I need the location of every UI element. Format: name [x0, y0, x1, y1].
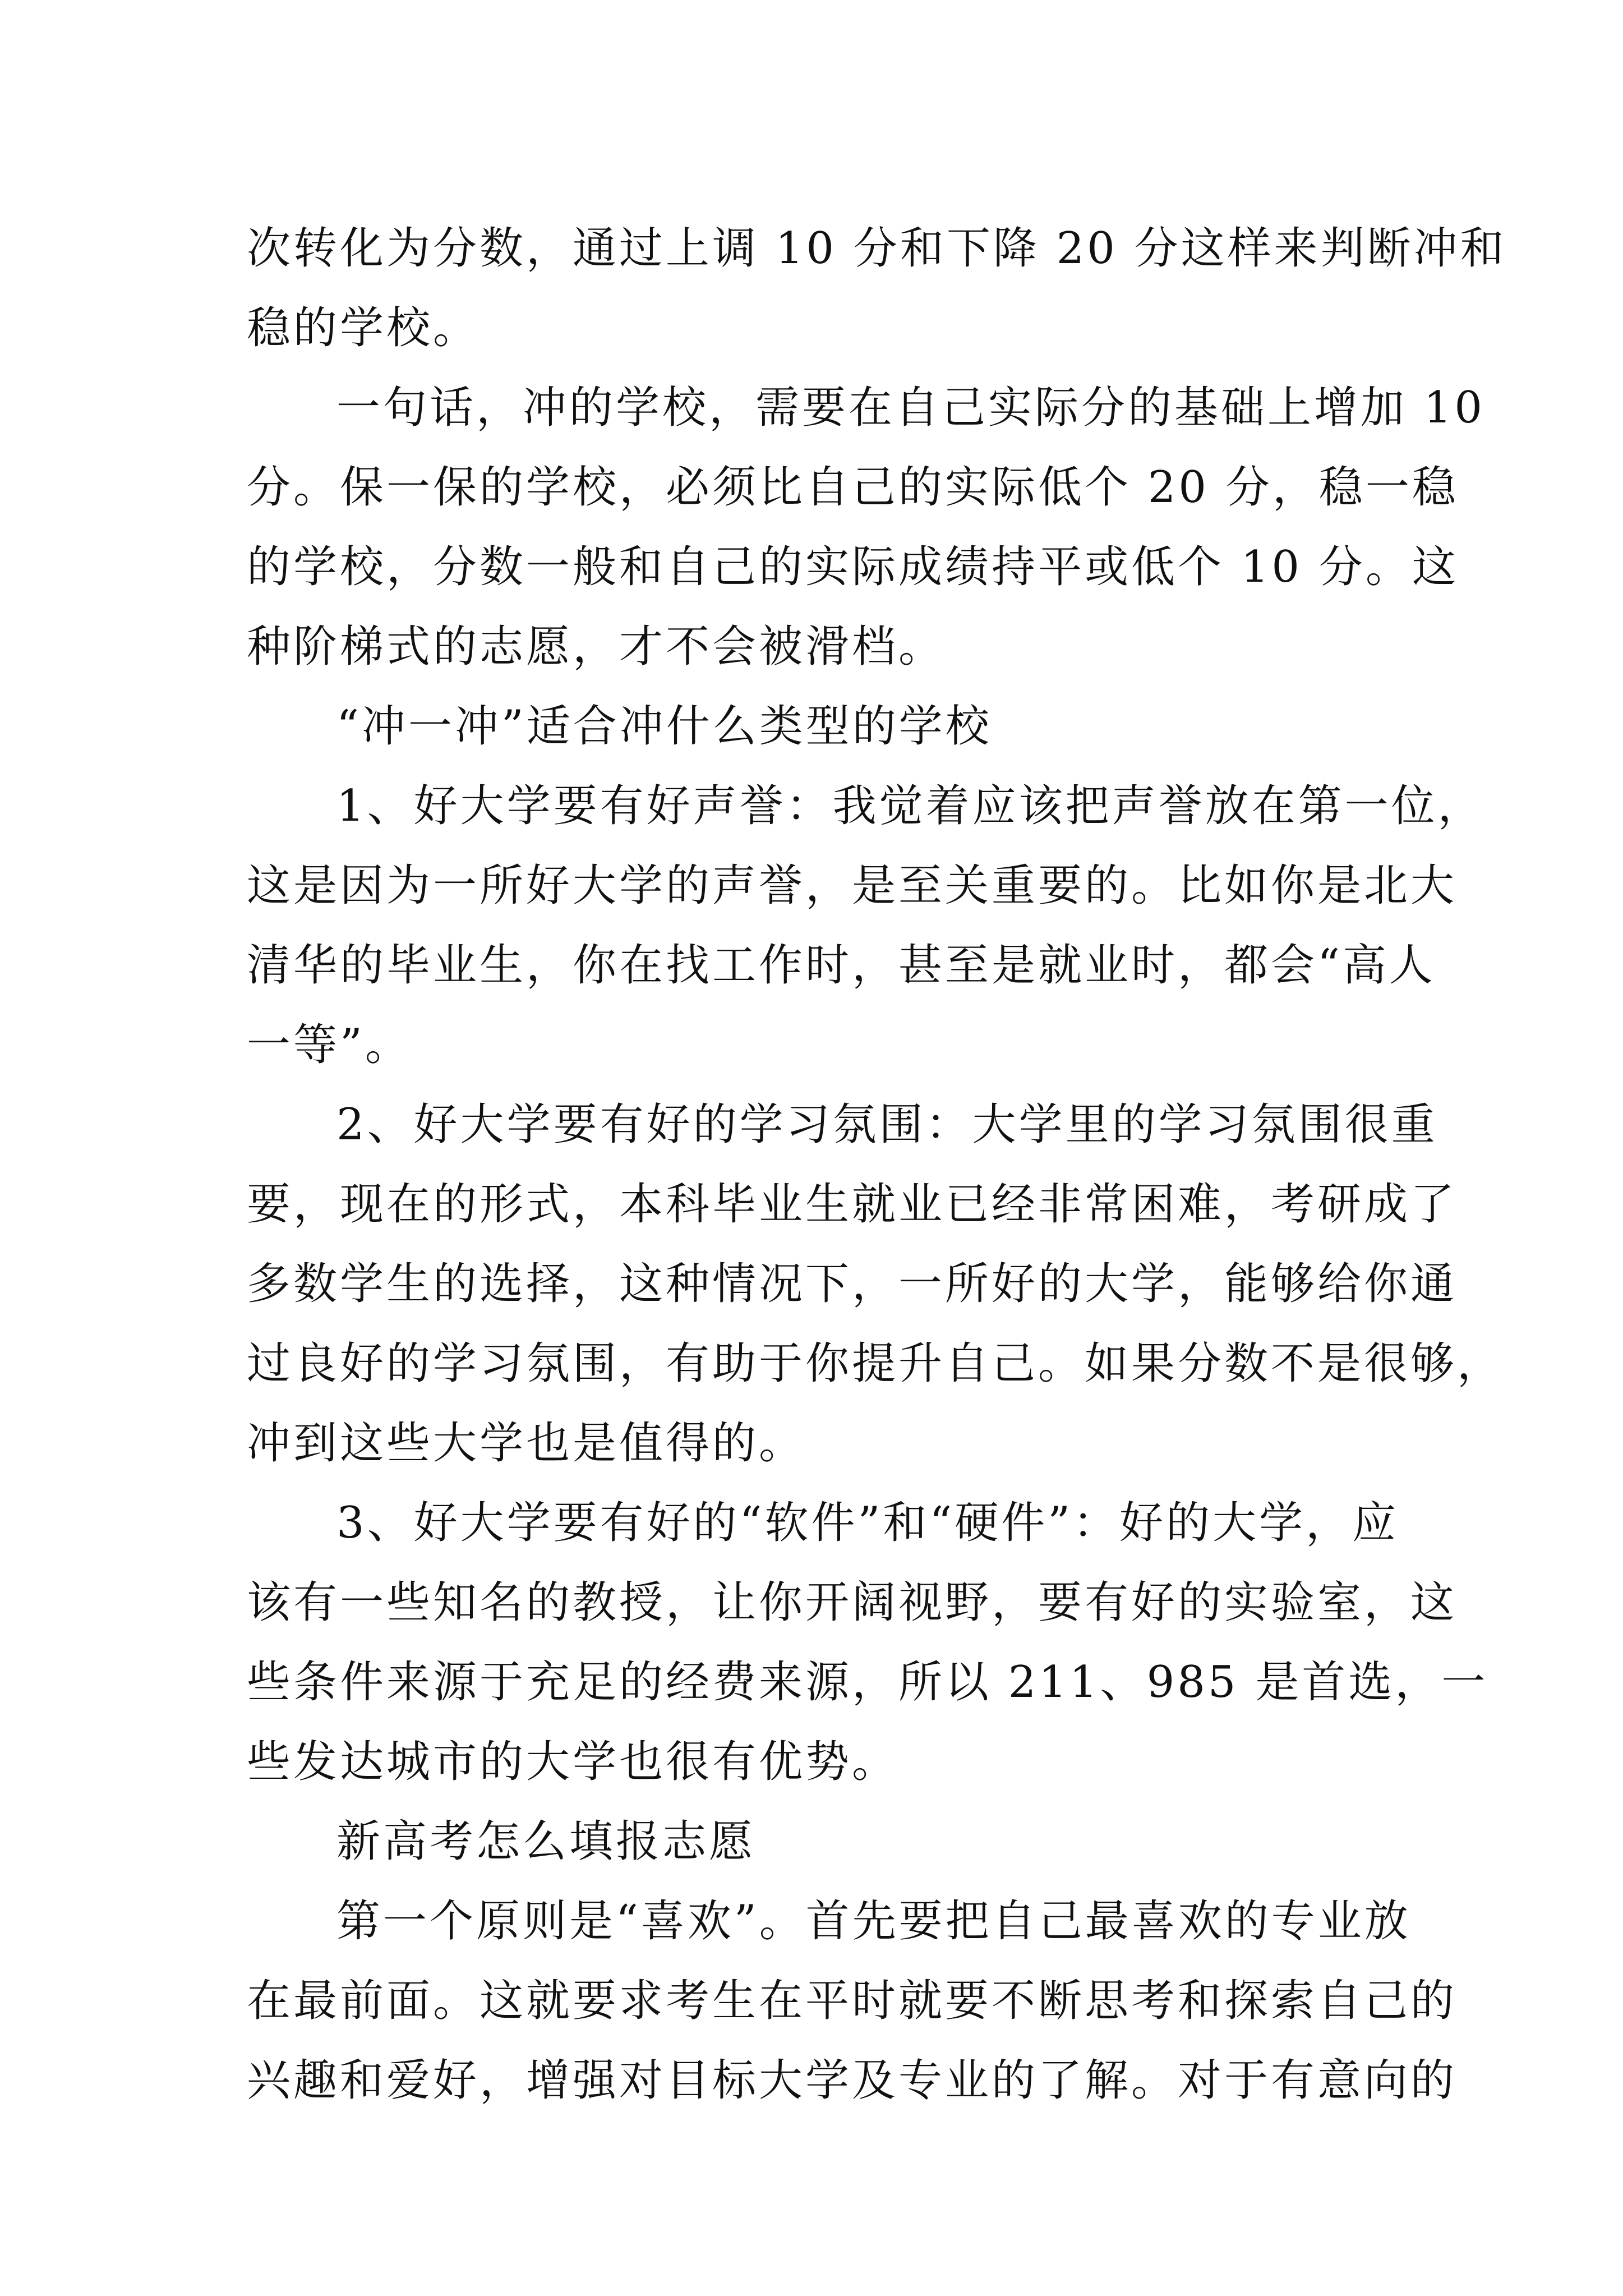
paragraph-start: 一句话，冲的学校，需要在自己实际分的基础上增加 10 [336, 383, 1486, 433]
text-line: 些发达城市的大学也很有优势。 [247, 1737, 899, 1787]
paragraph-start: 第一个原则是“喜欢”。首先要把自己最喜欢的专业放 [336, 1896, 1411, 1947]
text-line: 该有一些知名的教授，让你开阔视野，要有好的实验室，这 [247, 1577, 1458, 1628]
text-line: 多数学生的选择，这种情况下，一所好的大学，能够给你通 [247, 1259, 1458, 1309]
text-line: 要，现在的形式，本科毕业生就业已经非常困难，考研成了 [247, 1179, 1458, 1230]
text-line: 这是因为一所好大学的声誉，是至关重要的。比如你是北大 [247, 861, 1458, 911]
text-line: 的学校，分数一般和自己的实际成绩持平或低个 10 分。这 [247, 542, 1459, 592]
text-line: 冲到这些大学也是值得的。 [247, 1418, 806, 1469]
text-line: 兴趣和爱好，增强对目标大学及专业的了解。对于有意向的 [247, 2055, 1458, 2106]
text-line: 稳的学校。 [247, 303, 480, 353]
paragraph-start: 3、好大学要有好的“软件”和“硬件”：好的大学，应 [336, 1498, 1399, 1548]
text-line: 分。保一保的学校，必须比自己的实际低个 20 分，稳一稳 [247, 462, 1459, 513]
section-heading: “冲一冲”适合冲什么类型的学校 [336, 701, 992, 752]
text-line: 在最前面。这就要求考生在平时就要不断思考和探索自己的 [247, 1976, 1458, 2026]
paragraph-start: 1、好大学要有好声誉：我觉着应该把声誉放在第一位， [336, 781, 1484, 831]
text-line: 种阶梯式的志愿，才不会被滑档。 [247, 622, 946, 672]
text-line: 次转化为分数，通过上调 10 分和下降 20 分这样来判断冲和 [247, 223, 1507, 274]
section-heading: 新高考怎么填报志愿 [336, 1816, 756, 1867]
paragraph-start: 2、好大学要有好的学习氛围：大学里的学习氛围很重 [336, 1099, 1438, 1150]
text-line: 些条件来源于充足的经费来源，所以 211、985 是首选，一 [247, 1657, 1488, 1708]
text-line: 过良好的学习氛围，有助于你提升自己。如果分数不是很够， [247, 1338, 1504, 1389]
text-line: 一等”。 [247, 1020, 412, 1070]
text-line: 清华的毕业生，你在找工作时，甚至是就业时，都会“高人 [247, 940, 1436, 991]
document-body [247, 209, 1507, 2120]
